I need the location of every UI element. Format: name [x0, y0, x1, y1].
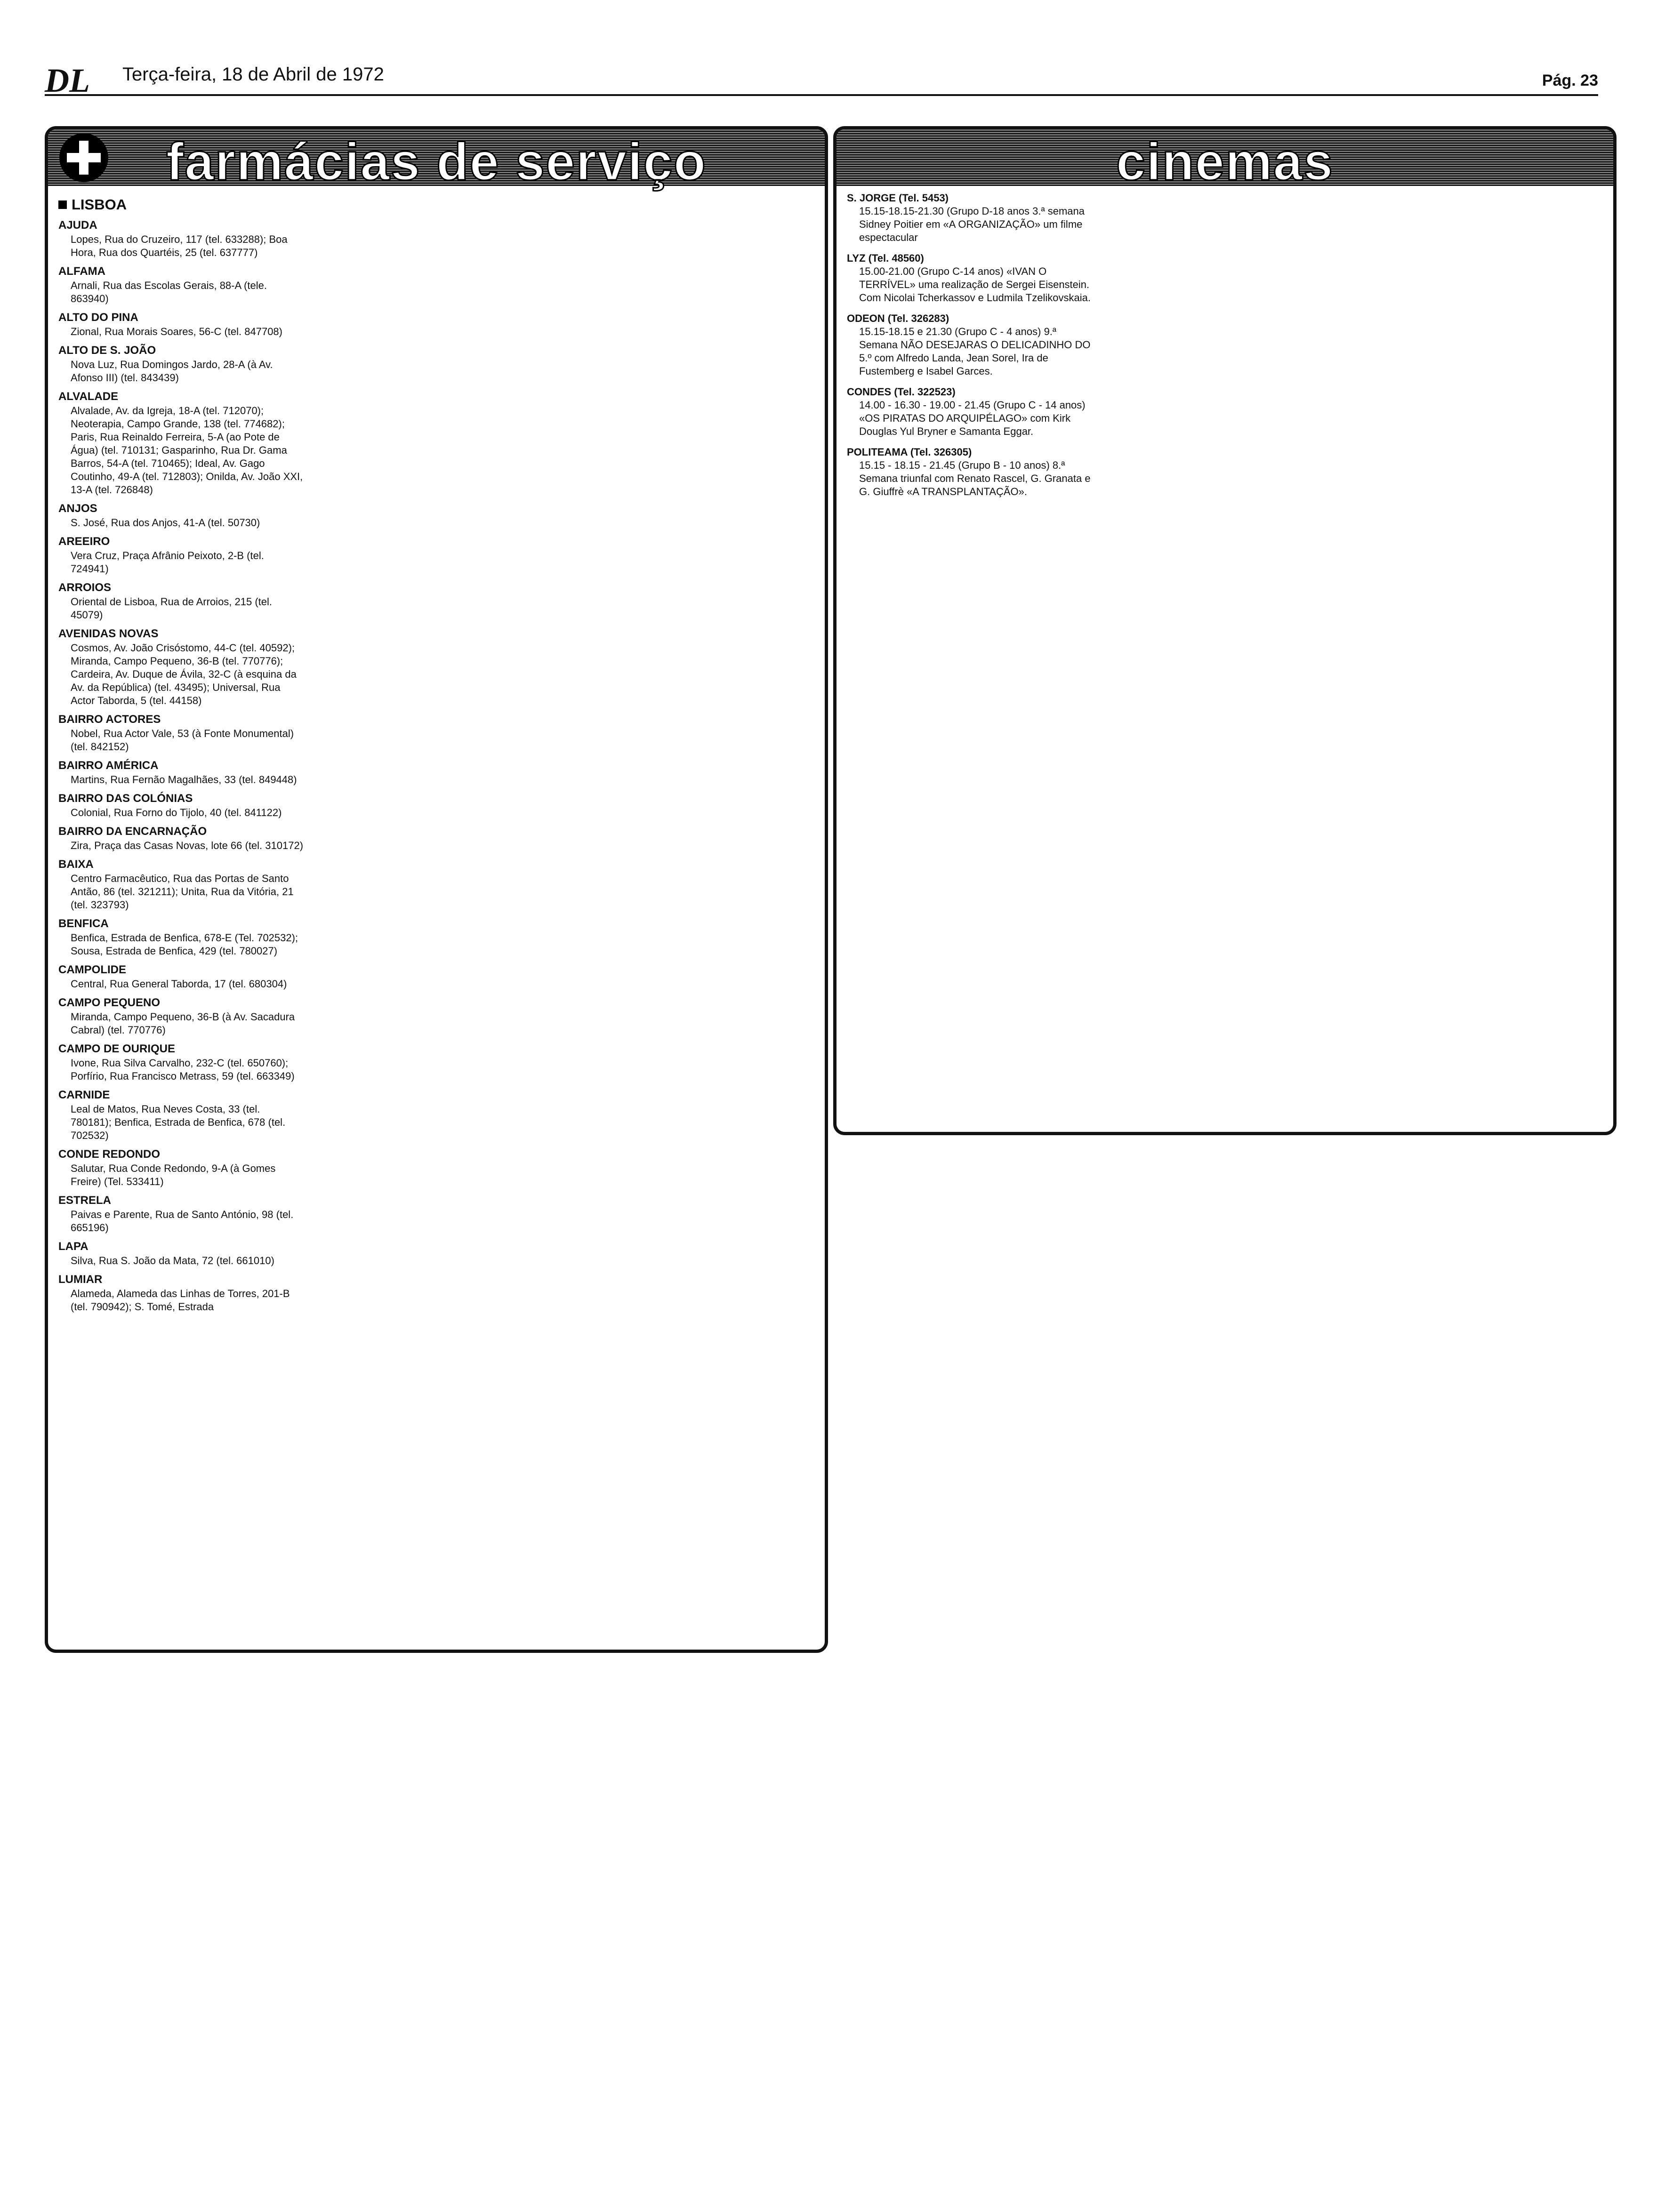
cinema-listing: CONDES (Tel. 322523) 14.00 - 16.30 - 19.00 - 21.45 (Grupo C - 14 anos) «OS PIRATAS DO ARQUIPÉLAGO» com Kirk Douglas Yul Bryner e Samanta Eggar. — [847, 386, 1086, 437]
page-header — [45, 61, 1598, 99]
pharmacy-group: CAMPO PEQUENO Miranda, Campo Pequeno, 36-B (à Av. Sacadura Cabral) (tel. 770776) — [58, 996, 295, 1036]
pharmacy-group: AREEIRO Vera Cruz, Praça Afrânio Peixoto, 2-B (tel. 724941) — [58, 535, 264, 575]
pharmacies-column-2 — [314, 192, 559, 1314]
cinemas-column-3 — [1358, 192, 1603, 506]
pharmacies-column-1 — [58, 192, 304, 1314]
cinemas-column-2 — [1102, 192, 1348, 506]
pharmacy-group: AVENIDAS NOVAS Cosmos, Av. João Crisóstomo, 44-C (tel. 40592); Miranda, Campo Pequeno, 36-B (tel. 770776); Cardeira, Av. Duque de Ávila, 32-C (à esquina da Av. da República) (tel. 43495); Universal, Rua Actor Taborda, 5 (tel. 44158) — [58, 627, 297, 706]
pharmacies-box — [45, 126, 828, 1653]
pharmacy-group: ALTO DE S. JOÃO Nova Luz, Rua Domingos Jardo, 28-A (à Av. Afonso III) (tel. 843439) — [58, 344, 273, 384]
pharmacy-group: BAIRRO ACTORES Nobel, Rua Actor Vale, 53 (à Fonte Monumental) (tel. 842152) — [58, 713, 294, 753]
cinema-listing: LYZ (Tel. 48560) 15.00-21.00 (Grupo C-14 anos) «IVAN O TERRÍVEL» uma realização de Sergei Eisenstein. Com Nicolai Tcherkassov e Ludmila Tzelikovskaia. — [847, 252, 1091, 304]
pharmacy-group: LAPA Silva, Rua S. João da Mata, 72 (tel. 661010) — [58, 1240, 274, 1266]
pharmacy-group: ANJOS S. José, Rua dos Anjos, 41-A (tel. 50730) — [58, 502, 260, 529]
issue-date: Terça-feira, 18 de Abril de 1972 — [122, 64, 384, 85]
pharmacy-group: CONDE REDONDO Salutar, Rua Conde Redondo, 9-A (à Gomes Freire) (Tel. 533411) — [58, 1148, 276, 1187]
pharmacy-group: ALFAMA Arnali, Rua das Escolas Gerais, 88-A (tele. 863940) — [58, 265, 267, 305]
page-number: Pág. 23 — [1542, 72, 1598, 89]
cinemas-box — [833, 126, 1617, 1135]
pharmacy-group: CARNIDE Leal de Matos, Rua Neves Costa, 33 (tel. 780181); Benfica, Estrada de Benfica, 678 (tel. 702532) — [58, 1089, 286, 1141]
pharmacies-title: farmácias de serviço — [166, 132, 707, 191]
pharmacy-group: BAIRRO DAS COLÓNIAS Colonial, Rua Forno do Tijolo, 40 (tel. 841122) — [58, 792, 282, 818]
cinemas-banner — [837, 129, 1613, 191]
pharmacies-banner — [48, 129, 825, 191]
pharmacy-group: ALTO DO PINA Zional, Rua Morais Soares, 56-C (tel. 847708) — [58, 311, 282, 337]
pharmacy-group: BAIXA Centro Farmacêutico, Rua das Portas de Santo Antão, 86 (tel. 321211); Unita, Rua da Vitória, 21 (tel. 323793) — [58, 858, 294, 911]
pharmacy-group: CAMPO DE OURIQUE Ivone, Rua Silva Carvalho, 232-C (tel. 650760); Porfírio, Rua Francisco Metrass, 59 (tel. 663349) — [58, 1042, 295, 1082]
cinema-listing: S. JORGE (Tel. 5453) 15.15-18.15-21.30 (Grupo D-18 anos 3.ª semana Sidney Poitier em «A ORGANIZAÇÃO» um filme espectacular — [847, 192, 1085, 243]
pharmacy-group: ALVALADE Alvalade, Av. da Igreja, 18-A (tel. 712070); Neoterapia, Campo Grande, 138 (tel. 774682); Paris, Rua Reinaldo Ferreira, 5-A (ao Pote de Água) (tel. 710131; Gasparinho, Rua Dr. Gama Barros, 54-A (tel. 710465); Ideal, Av. Gago Coutinho, 49-A (tel. 712803); Onilda, Av. João XXI, 13-A (tel. 726848) — [58, 390, 303, 496]
cinemas-title: cinemas — [1116, 132, 1334, 191]
cinemas-column-1 — [847, 192, 1092, 506]
pharmacies-column-3 — [569, 192, 814, 1314]
pharmacy-group: BAIRRO AMÉRICA Martins, Rua Fernão Magalhães, 33 (tel. 849448) — [58, 759, 297, 785]
pharmacy-group: LUMIAR Alameda, Alameda das Linhas de Torres, 201-B (tel. 790942); S. Tomé, Estrada — [58, 1273, 290, 1313]
newspaper-logo: DL — [45, 62, 90, 99]
cinema-listing: POLITEAMA (Tel. 326305) 15.15 - 18.15 - 21.45 (Grupo B - 10 anos) 8.ª Semana triunfal com Renato Rascel, G. Granata e G. Giuffrè «A TRANSPLANTAÇÃO». — [847, 446, 1091, 497]
pharmacy-group: ARROIOS Oriental de Lisboa, Rua de Arroios, 215 (tel. 45079) — [58, 581, 273, 621]
pharmacy-group: AJUDA Lopes, Rua do Cruzeiro, 117 (tel. 633288); Boa Hora, Rua dos Quartéis, 25 (tel. 637777) — [58, 219, 288, 258]
section-heading: LISBOA — [58, 196, 304, 213]
pharmacy-group: BAIRRO DA ENCARNAÇÃO Zira, Praça das Casas Novas, lote 66 (tel. 310172) — [58, 825, 304, 851]
pharmacy-group: BENFICA Benfica, Estrada de Benfica, 678-E (Tel. 702532); Sousa, Estrada de Benfica, 429 (tel. 780027) — [58, 917, 298, 957]
cinema-listing: ODEON (Tel. 326283) 15.15-18.15 e 21.30 (Grupo C - 4 anos) 9.ª Semana NÃO DESEJARAS O DELICADINHO DO 5.º com Alfredo Landa, Jean Sorel, Ira de Fustemberg e Isabel Garces. — [847, 313, 1091, 377]
pharmacy-group: CAMPOLIDE Central, Rua General Taborda, 17 (tel. 680304) — [58, 963, 287, 990]
pharmacy-group: ESTRELA Paivas e Parente, Rua de Santo António, 98 (tel. 665196) — [58, 1194, 294, 1234]
